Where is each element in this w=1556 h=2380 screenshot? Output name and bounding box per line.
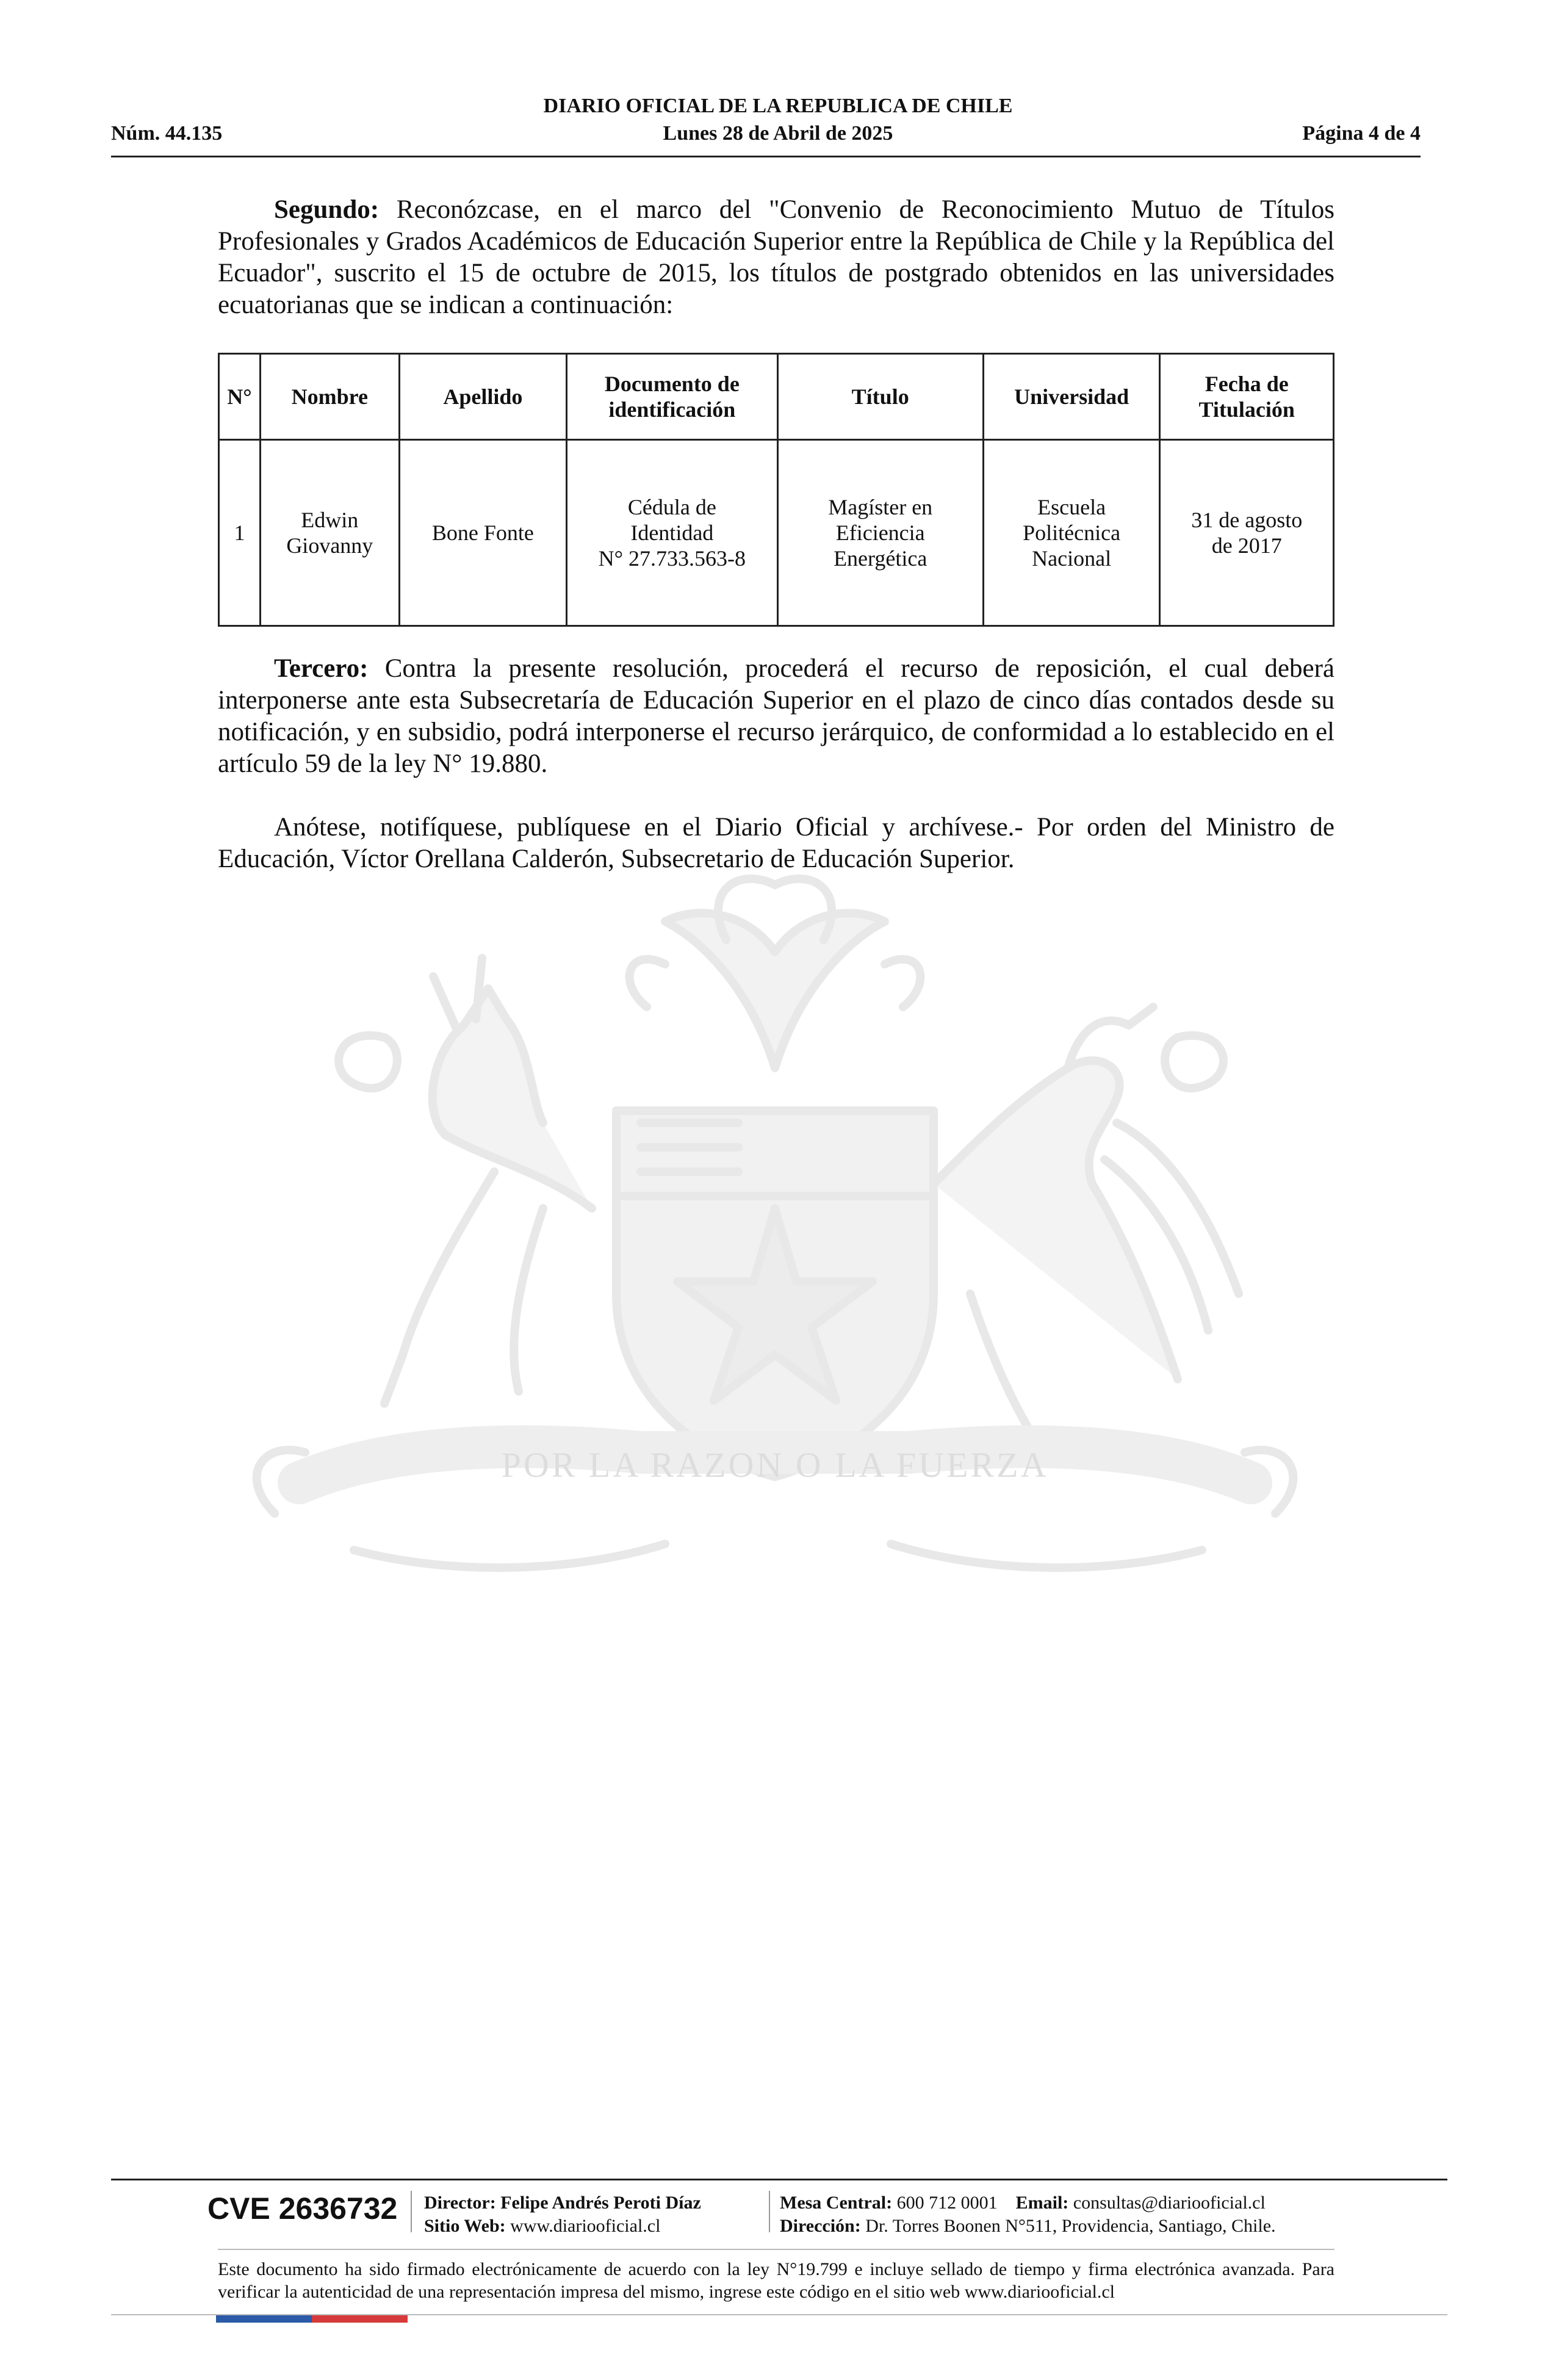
documento-line: Cédula de (627, 495, 716, 519)
signature-note: Este documento ha sido firmado electrónicamente de acuerdo con la ley N°19.799 e incluye sellado de tiempo y firma electrónica avanzada. Para verificar la autenticidad de una representación impresa del mismo, ingrese este código en el sitio web www.diariooficial.cl (218, 2259, 1334, 2302)
universidad-line: Nacional (1032, 546, 1112, 571)
closing-paragraph (218, 812, 1334, 875)
direccion-value: Dr. Torres Boonen N°511, Providencia, Santiago, Chile. (865, 2216, 1276, 2236)
segundo-text: Reconózcase, en el marco del "Convenio de Reconocimiento Mutuo de Títulos Profesionales y Grados Académicos de Educación Superior entre la República de Chile y la República del Ecuador", suscrito el 15 de octubre de 2015, los títulos de postgrado obtenidos en las universidades ecuatorianas que se indican a continuación: (218, 195, 1334, 319)
cell-num: 1 (219, 440, 261, 626)
col-header-titulo: Título (777, 354, 983, 440)
closing-text: Anótese, notifíquese, publíquese en el Diario Oficial y archívese.- Por orden del Ministro de Educación, Víctor Orellana Calderón, Subsecretario de Educación Superior. (218, 813, 1334, 873)
newspaper-title: DIARIO OFICIAL DE LA REPUBLICA DE CHILE (543, 95, 1013, 117)
header-divider (111, 156, 1421, 157)
table-row (219, 440, 1334, 626)
director-label: Director: (424, 2193, 496, 2213)
col-header-num: N° (219, 354, 261, 440)
col-header-nombre: Nombre (260, 354, 399, 440)
flag-stripe-blue (216, 2315, 312, 2323)
watermark-motto: POR LA RAZON O LA FUERZA (501, 1445, 1049, 1485)
cell-titulo (777, 440, 983, 626)
table-header-row (219, 354, 1334, 440)
coat-of-arms-watermark (201, 867, 1349, 1672)
mesa-label: Mesa Central: (780, 2193, 893, 2213)
documento-line: Identidad (630, 521, 714, 545)
col-header-documento: Documento de identificación (567, 354, 777, 440)
cell-nombre: Edwin Giovanny (260, 440, 399, 626)
segundo-lead: Segundo: (274, 195, 380, 224)
page-indicator: Página 4 de 4 (1302, 122, 1421, 145)
segundo-paragraph (218, 194, 1334, 321)
tercero-lead: Tercero: (274, 654, 369, 683)
col-header-universidad: Universidad (983, 354, 1160, 440)
web-label: Sitio Web: (424, 2216, 506, 2236)
tercero-paragraph (218, 653, 1334, 780)
col-header-fecha: Fecha de Titulación (1160, 354, 1334, 440)
footer-divider-top (111, 2179, 1447, 2180)
universidad-line: Escuela (1037, 495, 1106, 519)
issue-number: Núm. 44.135 (111, 122, 223, 145)
footer-director-block (424, 2191, 701, 2238)
fecha-line: 31 de agosto (1191, 508, 1303, 532)
documento-line: N° 27.733.563-8 (598, 546, 746, 571)
cell-apellido: Bone Fonte (399, 440, 566, 626)
email-link[interactable]: consultas@diariooficial.cl (1073, 2193, 1266, 2213)
footer-separator (769, 2191, 770, 2232)
titulo-line: Energética (834, 546, 927, 571)
footer-separator (411, 2191, 412, 2232)
footer-divider-mid (218, 2249, 1334, 2250)
flag-stripe-red (312, 2315, 408, 2323)
titles-table (218, 353, 1334, 627)
direccion-label: Dirección: (780, 2216, 861, 2236)
tercero-text: Contra la presente resolución, procederá el recurso de reposición, el cual deberá interponerse ante esta Subsecretaría de Educación Superior en el plazo de cinco días contados desde su notificación, y en subsidio, podrá interponerse el recurso jerárquico, de conformidad a lo establecido en el artículo 59 de la ley N° 19.880. (218, 654, 1334, 778)
col-header-apellido: Apellido (399, 354, 566, 440)
cell-documento (567, 440, 777, 626)
issue-date: Lunes 28 de Abril de 2025 (663, 122, 893, 145)
cell-fecha (1160, 440, 1334, 626)
footer-contact-block (780, 2191, 1276, 2238)
fecha-line: de 2017 (1211, 533, 1282, 558)
cve-code: CVE 2636732 (207, 2191, 398, 2226)
universidad-line: Politécnica (1023, 521, 1121, 545)
cell-universidad (983, 440, 1160, 626)
titulo-line: Magíster en (828, 495, 933, 519)
web-link[interactable]: www.diariooficial.cl (510, 2216, 661, 2236)
director-name: Felipe Andrés Peroti Díaz (500, 2193, 701, 2213)
mesa-value: 600 712 0001 (896, 2193, 998, 2213)
titulo-line: Eficiencia (835, 521, 925, 545)
email-label: Email: (1015, 2193, 1069, 2213)
